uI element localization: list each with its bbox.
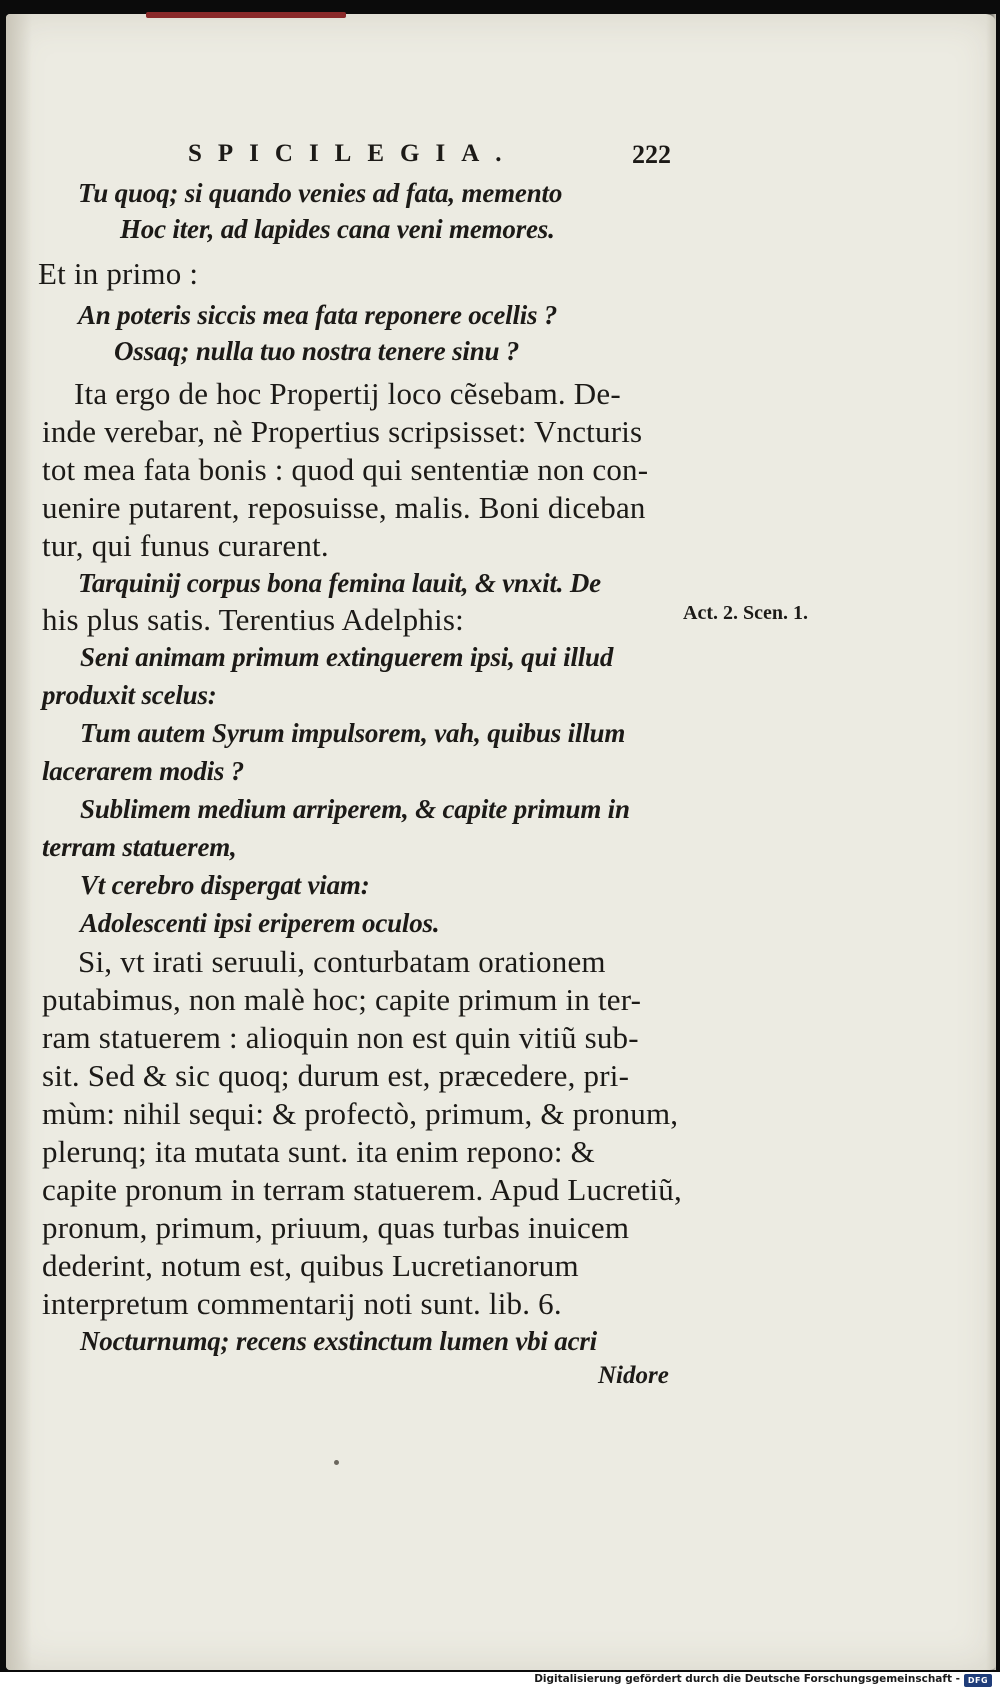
text-line: Ossaq; nulla tuo nostra tenere sinu ? bbox=[114, 336, 520, 366]
text-line: Adolescenti ipsi eriperem oculos. bbox=[80, 908, 440, 938]
text-line: ram statuerem : alioquin non est quin vitiũ sub- bbox=[42, 1020, 639, 1055]
catchword: Nidore bbox=[598, 1362, 669, 1389]
margin-note: Act. 2. Scen. 1. bbox=[683, 602, 808, 624]
text-line: tot mea fata bonis : quod qui sententiæ non con- bbox=[42, 452, 649, 487]
text-line: Vt cerebro dispergat viam: bbox=[80, 870, 370, 900]
binding-mark bbox=[146, 12, 346, 18]
text-line: produxit scelus: bbox=[42, 680, 217, 710]
text-line: Nocturnumq; recens exstinctum lumen vbi acri bbox=[80, 1326, 597, 1356]
dfg-logo: DFG bbox=[964, 1674, 992, 1687]
text-line: his plus satis. Terentius Adelphis: bbox=[42, 602, 464, 637]
text-line: pronum, primum, priuum, quas turbas inuicem bbox=[42, 1210, 630, 1245]
text-line: Sublimem medium arriperem, & capite primum in bbox=[80, 794, 630, 824]
funding-credit: Digitalisierung gefördert durch die Deutsche Forschungsgemeinschaft - bbox=[534, 1673, 960, 1685]
text-line: mùm: nihil sequi: & profectò, primum, & pronum, bbox=[42, 1096, 679, 1131]
text-line: interpretum commentarij noti sunt. lib. 6. bbox=[42, 1286, 562, 1321]
digitization-footer bbox=[0, 1672, 1000, 1690]
text-line: Hoc iter, ad lapides cana veni memores. bbox=[120, 214, 555, 244]
running-head: SPICILEGIA. bbox=[188, 140, 518, 167]
paper-speck bbox=[334, 1460, 339, 1465]
text-line: putabimus, non malè hoc; capite primum in ter- bbox=[42, 982, 642, 1017]
text-line: An poteris siccis mea fata reponere ocellis ? bbox=[78, 300, 558, 330]
text-line: Si, vt irati seruuli, conturbatam orationem bbox=[78, 944, 606, 979]
page-number: 222 bbox=[632, 140, 671, 169]
text-line: plerunq; ita mutata sunt. ita enim repono: & bbox=[42, 1134, 595, 1169]
text-line: Tum autem Syrum impulsorem, vah, quibus illum bbox=[80, 718, 626, 748]
text-line: lacerarem modis ? bbox=[42, 756, 245, 786]
text-line: Seni animam primum extinguerem ipsi, qui illud bbox=[80, 642, 614, 672]
text-line: sit. Sed & sic quoq; durum est, præcedere, pri- bbox=[42, 1058, 630, 1093]
text-line: Ita ergo de hoc Propertij loco cẽsebam. De- bbox=[74, 376, 621, 411]
text-line: dederint, notum est, quibus Lucretianorum bbox=[42, 1248, 579, 1283]
text-line: terram statuerem, bbox=[42, 832, 237, 862]
text-line: tur, qui funus curarent. bbox=[42, 528, 329, 563]
text-line: capite pronum in terram statuerem. Apud Lucretiũ, bbox=[42, 1172, 682, 1207]
text-line: Tarquinij corpus bona femina lauit, & vnxit. De bbox=[78, 568, 601, 598]
text-line: uenire putarent, reposuisse, malis. Boni diceban bbox=[42, 490, 646, 525]
text-line: inde verebar, nè Propertius scripsisset: Vncturis bbox=[42, 414, 643, 449]
text-line: Tu quoq; si quando venies ad fata, memento bbox=[78, 178, 563, 208]
text-line: Et in primo : bbox=[38, 256, 199, 291]
